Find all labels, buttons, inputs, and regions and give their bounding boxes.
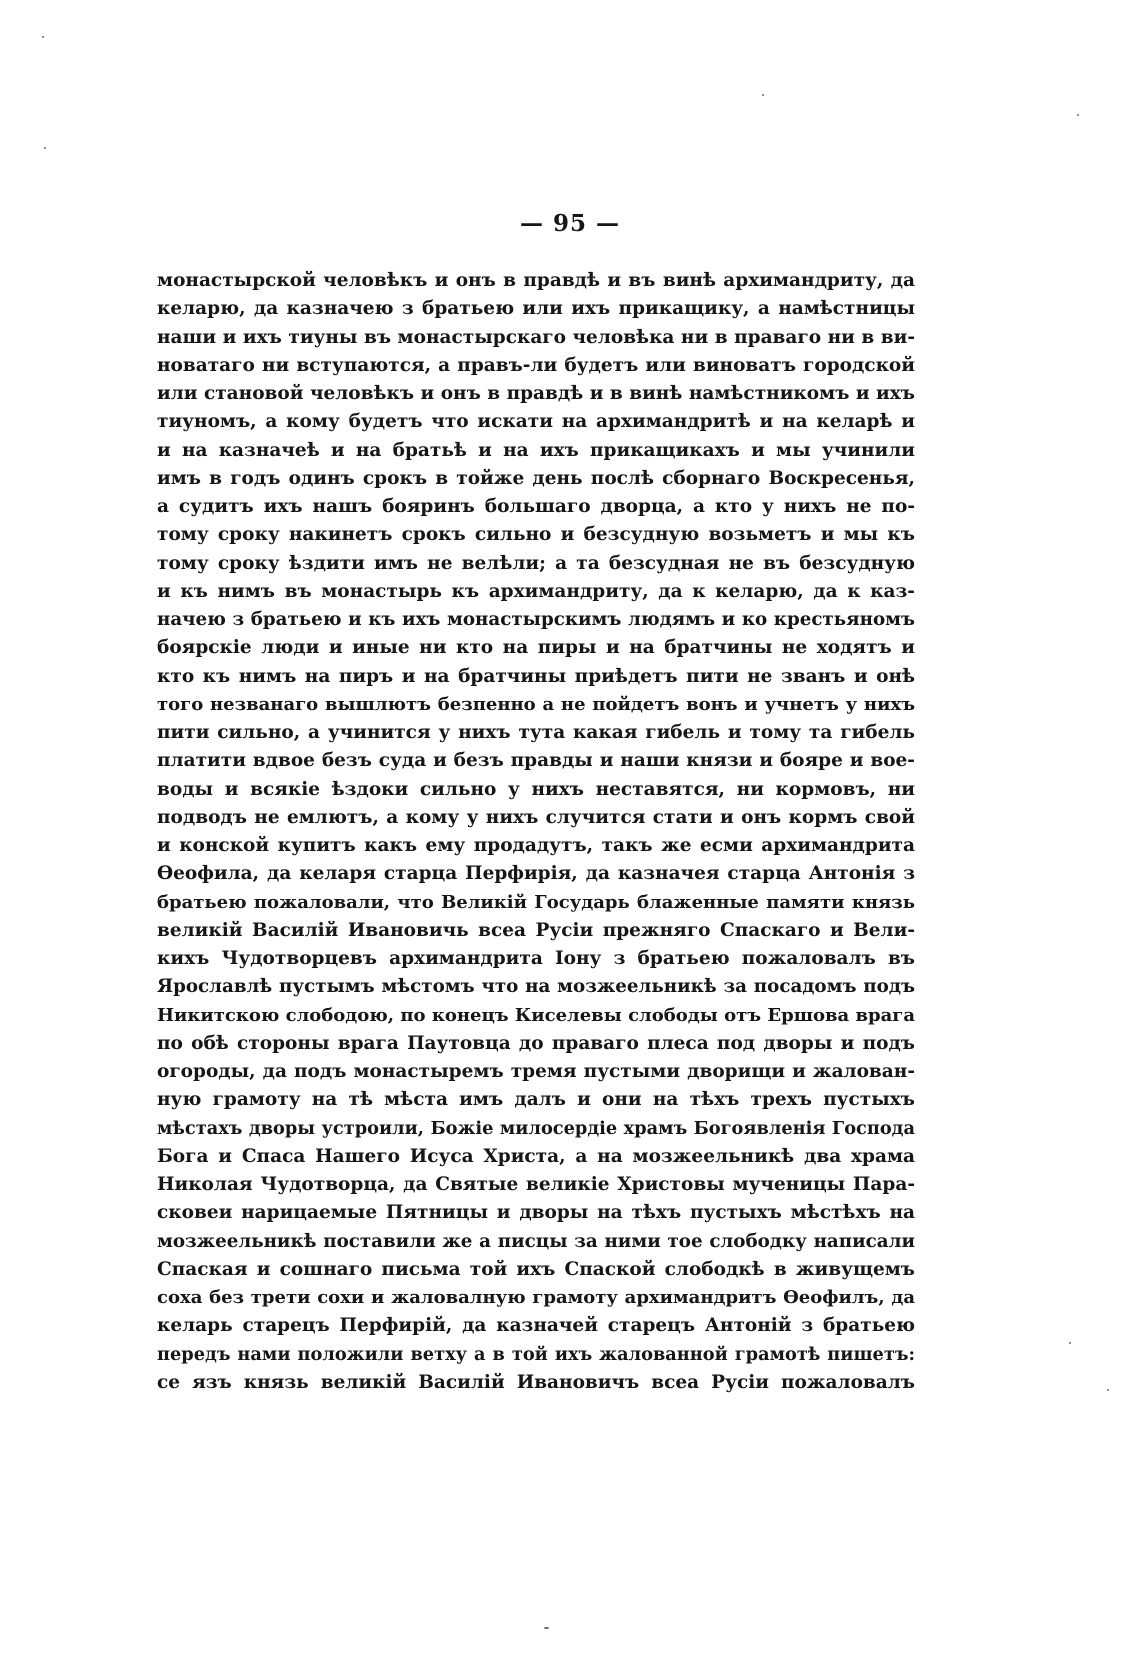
text-line: Спаская и сошнаго письма той ихъ Спаской слободкѣ в живущемъ xyxy=(157,1258,915,1280)
text-line: мѣстахъ дворы устроили, Божіе милосердіе храмъ Богоявленія Господа xyxy=(157,1117,915,1139)
text-line: новатаго ни вступаются, а правъ-ли будетъ или виноватъ городской xyxy=(157,354,915,376)
text-line: того незванаго вышлютъ безпенно а не пойдетъ вонъ и учнетъ у нихъ xyxy=(157,693,915,715)
text-line: келарю, да казначею з братьею или ихъ прикащику, а намѣстницы xyxy=(157,298,915,320)
text-line: кто къ нимъ на пиръ и на братчины приѣдетъ пити не званъ и онѣ xyxy=(157,665,915,687)
text-line: или становой человѣкъ и онъ в правдѣ и в винѣ намѣстникомъ и ихъ xyxy=(157,383,915,404)
text-line: Никитскою слободою, по конецъ Киселевы слободы отъ Ершова врага xyxy=(157,1004,915,1026)
text-line: тиуномъ, а кому будетъ что искати на архимандритѣ и на келарѣ и xyxy=(157,411,915,433)
text-line: передъ нами положили ветху а в той ихъ жалованной грамотѣ пишетъ: xyxy=(157,1343,915,1365)
text-line: монастырской человѣкъ и онъ в правдѣ и въ винѣ архимандриту, да xyxy=(157,270,915,291)
text-line: и на казначеѣ и на братьѣ и на ихъ прикащикахъ и мы учинили xyxy=(157,439,915,461)
text-line: братьею пожаловали, что Великій Государь блаженные памяти князь xyxy=(157,891,915,913)
text-line: начею з братьею и къ ихъ монастырскимъ людямъ и ко крестьяномъ xyxy=(157,609,915,630)
text-line: пити сильно, а учинится у нихъ тута какая гибель и тому та гибель xyxy=(157,722,915,743)
scan-speck xyxy=(1107,1389,1109,1391)
text-line: мозжеельникѣ поставили же а писцы за ними тое слободку написали xyxy=(157,1230,915,1252)
text-line: имъ в годъ одинъ срокъ в тойже день послѣ сборнаго Воскресенья, xyxy=(157,467,915,489)
text-line: а судитъ ихъ нашъ бояринъ большаго дворца, а кто у нихъ не по- xyxy=(157,496,915,517)
text-line: огороды, да подъ монастыремъ тремя пустыми дворищи и жалован- xyxy=(157,1061,915,1082)
text-line: тому сроку накинетъ срокъ сильно и безсудную возьметъ и мы къ xyxy=(157,524,915,546)
text-line: по обѣ стороны врага Паутовца до праваго плеса под дворы и подъ xyxy=(157,1032,915,1054)
text-line: и конской купитъ какъ ему продадутъ, такъ же есми архимандрита xyxy=(157,835,915,856)
body-text xyxy=(157,267,915,1397)
text-line: Ярославлѣ пустымъ мѣстомъ что на мозжеельникѣ за посадомъ подъ xyxy=(157,976,915,998)
text-line: великій Василій Ивановичь всеа Русіи прежняго Спаскаго и Вели- xyxy=(157,919,915,941)
text-line: Ѳеофила, да келаря старца Перфирія, да казначея старца Антонія з xyxy=(157,863,915,885)
scan-speck xyxy=(1069,1342,1071,1344)
text-line: сковеи нарицаемые Пятницы и дворы на тѣхъ пустыхъ мѣстѣхъ на xyxy=(157,1202,915,1224)
text-line: и къ нимъ въ монастырь къ архимандриту, да к келарю, да к каз- xyxy=(157,580,915,602)
scan-speck xyxy=(762,94,764,96)
text-line: наши и ихъ тиуны въ монастырскаго человѣка ни в праваго ни в ви- xyxy=(157,326,915,348)
text-line: тому сроку ѣздити имъ не велѣли; а та безсудная не въ безсудную xyxy=(157,552,915,574)
text-line: кихъ Чудотворцевъ архимандрита Іону з братьею пожаловалъ въ xyxy=(157,948,915,969)
scan-speck xyxy=(544,1627,549,1629)
text-line: Николая Чудотворца, да Святые великіе Христовы мученицы Пара- xyxy=(157,1174,915,1195)
scan-speck xyxy=(42,36,44,38)
scan-speck xyxy=(44,147,46,149)
text-line: боярскіе люди и иные ни кто на пиры и на братчины не ходятъ и xyxy=(157,637,915,659)
scan-speck xyxy=(1077,114,1079,116)
text-line: подводъ не емлютъ, а кому у нихъ случится стати и онъ кормъ свой xyxy=(157,806,915,828)
text-line: платити вдвое безъ суда и безъ правды и наши князи и бояре и вое- xyxy=(157,750,915,772)
text-line: соха без трети сохи и жаловалную грамоту архимандритъ Ѳеофилъ, да xyxy=(157,1287,915,1308)
text-line: Бога и Спаса Нашего Исуса Христа, а на мозжеельникѣ два храма xyxy=(157,1145,915,1167)
text-line: келарь старецъ Перфирій, да казначей старецъ Антоній з братьею xyxy=(157,1315,915,1337)
text-line: се язъ князь великій Василій Ивановичъ всеа Русіи пожаловалъ xyxy=(157,1371,915,1393)
text-line: воды и всякіе ѣздоки сильно у нихъ неставятся, ни кормовъ, ни xyxy=(157,778,915,800)
page-number: — 95 — xyxy=(519,210,621,237)
text-line: ную грамоту на тѣ мѣста имъ далъ и они на тѣхъ трехъ пустыхъ xyxy=(157,1089,915,1111)
